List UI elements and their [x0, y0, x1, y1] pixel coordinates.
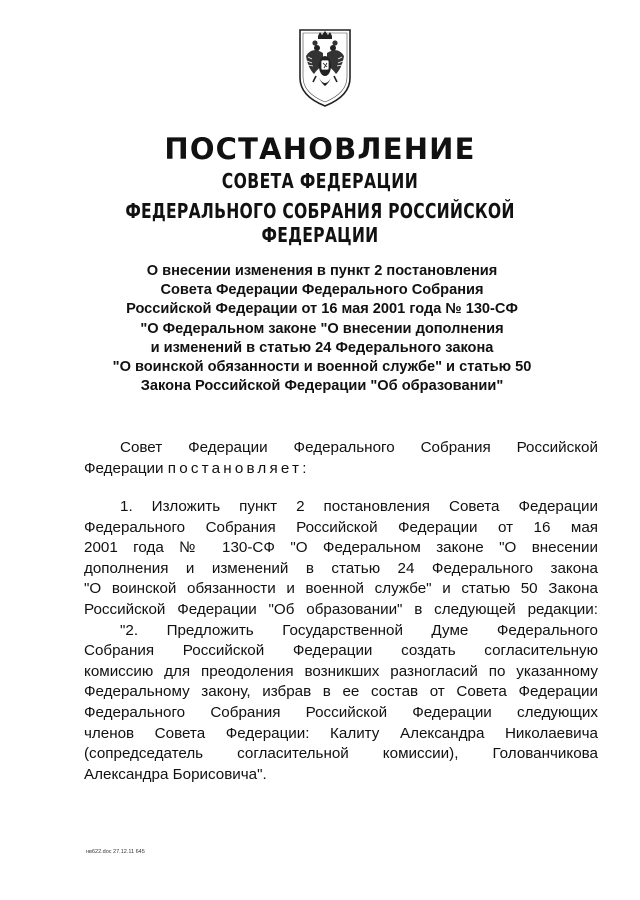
subject-line: Совета Федерации Федерального Собрания — [160, 282, 484, 299]
paragraph-line: Федеральному закону, избрав в ее состав от Совета Федерации — [84, 683, 598, 701]
issuer-line-1: СОВЕТА ФЕДЕРАЦИИ — [221, 169, 419, 193]
subject-line: О внесении изменения в пункт 2 постановления — [146, 263, 498, 279]
paragraph-line: "О воинской обязанности и военной службе" и статью 50 Закона — [84, 580, 598, 598]
document-title: ПОСТАНОВЛЕНИЕ — [164, 132, 476, 166]
paragraph-line: комиссию для преодоления возникших разногласий по указанному — [84, 662, 598, 680]
paragraph-line: 1. Изложить пункт 2 постановления Совета Федерации — [120, 498, 598, 515]
subject-line: Российской Федерации от 16 мая 2001 года № 130-СФ — [126, 301, 518, 318]
preamble-line: Совет Федерации Федерального Собрания Российской — [120, 439, 598, 456]
paragraph-line: членов Совета Федерации: Калиту Александра Николаевича — [84, 724, 598, 742]
subject-line: и изменений в статью 24 Федерального закона — [150, 339, 494, 356]
paragraph-line: Федерального Собрания Российской Федерации от 16 мая — [84, 518, 598, 536]
resolves-word: постановляет: — [167, 459, 310, 477]
issuer-line-2: ФЕДЕРАЛЬНОГО СОБРАНИЯ РОССИЙСКОЙ ФЕДЕРАЦИИ — [125, 199, 515, 247]
subject-line: "О воинской обязанности и военной службе" и статью 50 — [112, 359, 532, 376]
russian-coat-of-arms-icon — [294, 26, 356, 108]
paragraph-line: 2001 года № 130-СФ "О Федеральном законе "О внесении — [84, 539, 598, 557]
subject-line: "О Федеральном законе "О внесении дополнения — [140, 320, 504, 337]
paragraph-line: дополнения и изменений в статью 24 Федерального закона — [84, 559, 598, 577]
subject-line: Закона Российской Федерации "Об образовании" — [140, 378, 504, 395]
paragraph-line: Александра Борисовича". — [84, 765, 267, 783]
paragraph-line: Федерального Собрания Российской Федерации следующих — [84, 703, 598, 721]
document-subject — [60, 262, 584, 396]
preamble-prefix: Федерации — [84, 459, 164, 477]
paragraph-line: Российской Федерации "Об образовании" в следующей редакции: — [84, 600, 598, 618]
paragraph-line: "2. Предложить Государственной Думе Федерального — [120, 621, 598, 639]
preamble-line — [84, 459, 598, 480]
paragraph-1 — [84, 497, 598, 785]
paragraph-line: Собрания Российской Федерации создать согласительную — [84, 642, 598, 660]
file-stamp: нв622.doc 27.12.11 645 — [86, 849, 145, 855]
paragraph-line: (сопредседатель согласительной комиссии), Голованчикова — [84, 745, 598, 763]
preamble-paragraph — [84, 438, 598, 479]
